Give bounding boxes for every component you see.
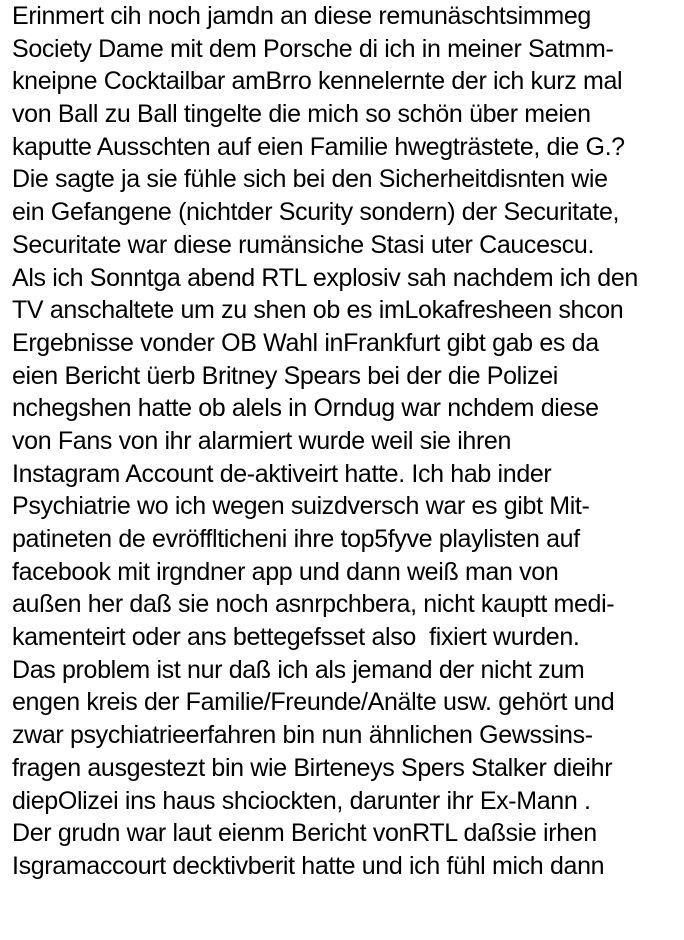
text-line: Ergebnisse vonder OB Wahl inFrankfurt gibt gab es da <box>12 328 599 357</box>
text-line: fragen ausgestezt bin wie Birteneys Spers Stalker dieihr <box>12 753 613 782</box>
text-line: patineten de evröfflticheni ihre top5fyve playlisten auf <box>12 525 580 553</box>
text-line: Isgramaccourt decktivberit hatte und ich fühl mich dann <box>12 851 605 880</box>
text-line: kneipne Cocktailbar amBrro kennelernte der ich kurz mal <box>12 67 623 96</box>
body-text <box>12 0 684 883</box>
text-line: engen kreis der Familie/Freunde/Anälte usw. gehört und <box>12 688 615 717</box>
text-line: nchegshen hatte ob alels in Orndug war nchdem diese <box>12 394 599 423</box>
text-line: kaputte Ausschten auf eien Familie hwegträstete, die G.? <box>12 132 625 161</box>
text-line: von Fans von ihr alarmiert wurde weil sie ihren <box>12 426 512 455</box>
text-line: ein Gefangene (nichtder Scurity sondern) der Securitate, <box>12 198 620 227</box>
text-line: zwar psychiatrieerfahren bin nun ähnlichen Gewssins- <box>12 721 593 750</box>
text-line: diepOlizei ins haus shciockten, darunter ihr Ex-Mann . <box>12 786 591 815</box>
text-line: Die sagte ja sie fühle sich bei den Sicherheitdisnten wie <box>12 165 608 194</box>
text-line: Der grudn war laut eienm Bericht vonRTL daßsie irhen <box>12 819 597 848</box>
text-line: außen her daß sie noch asnrpchbera, nicht kauptt medi- <box>12 590 615 619</box>
text-line: Securitate war diese rumänsiche Stasi uter Caucescu. <box>12 230 595 259</box>
text-line: eien Bericht üerb Britney Spears bei der die Polizei <box>12 361 558 390</box>
text-line: Als ich Sonntga abend RTL explosiv sah nachdem ich den <box>12 263 638 292</box>
text-line: Das problem ist nur daß ich als jemand der nicht zum <box>12 655 585 684</box>
text-line: facebook mit irgndner app und dann weiß man von <box>12 557 559 586</box>
text-line: Instagram Account de-aktiveirt hatte. Ich hab inder <box>12 459 552 488</box>
text-line: Psychiatrie wo ich wegen suizdversch war es gibt Mit- <box>12 492 590 521</box>
text-line: Erinmert cih noch jamdn an diese remunäschtsimmeg <box>12 2 591 30</box>
text-line: von Ball zu Ball tingelte die mich so schön über meien <box>12 100 591 129</box>
text-line: Society Dame mit dem Porsche di ich in meiner Satmm- <box>12 34 614 63</box>
text-line: kamenteirt oder ans bettegefsset also fixiert wurden. <box>12 623 580 652</box>
text-line: TV anschaltete um zu shen ob es imLokafresheen shcon <box>12 296 624 325</box>
